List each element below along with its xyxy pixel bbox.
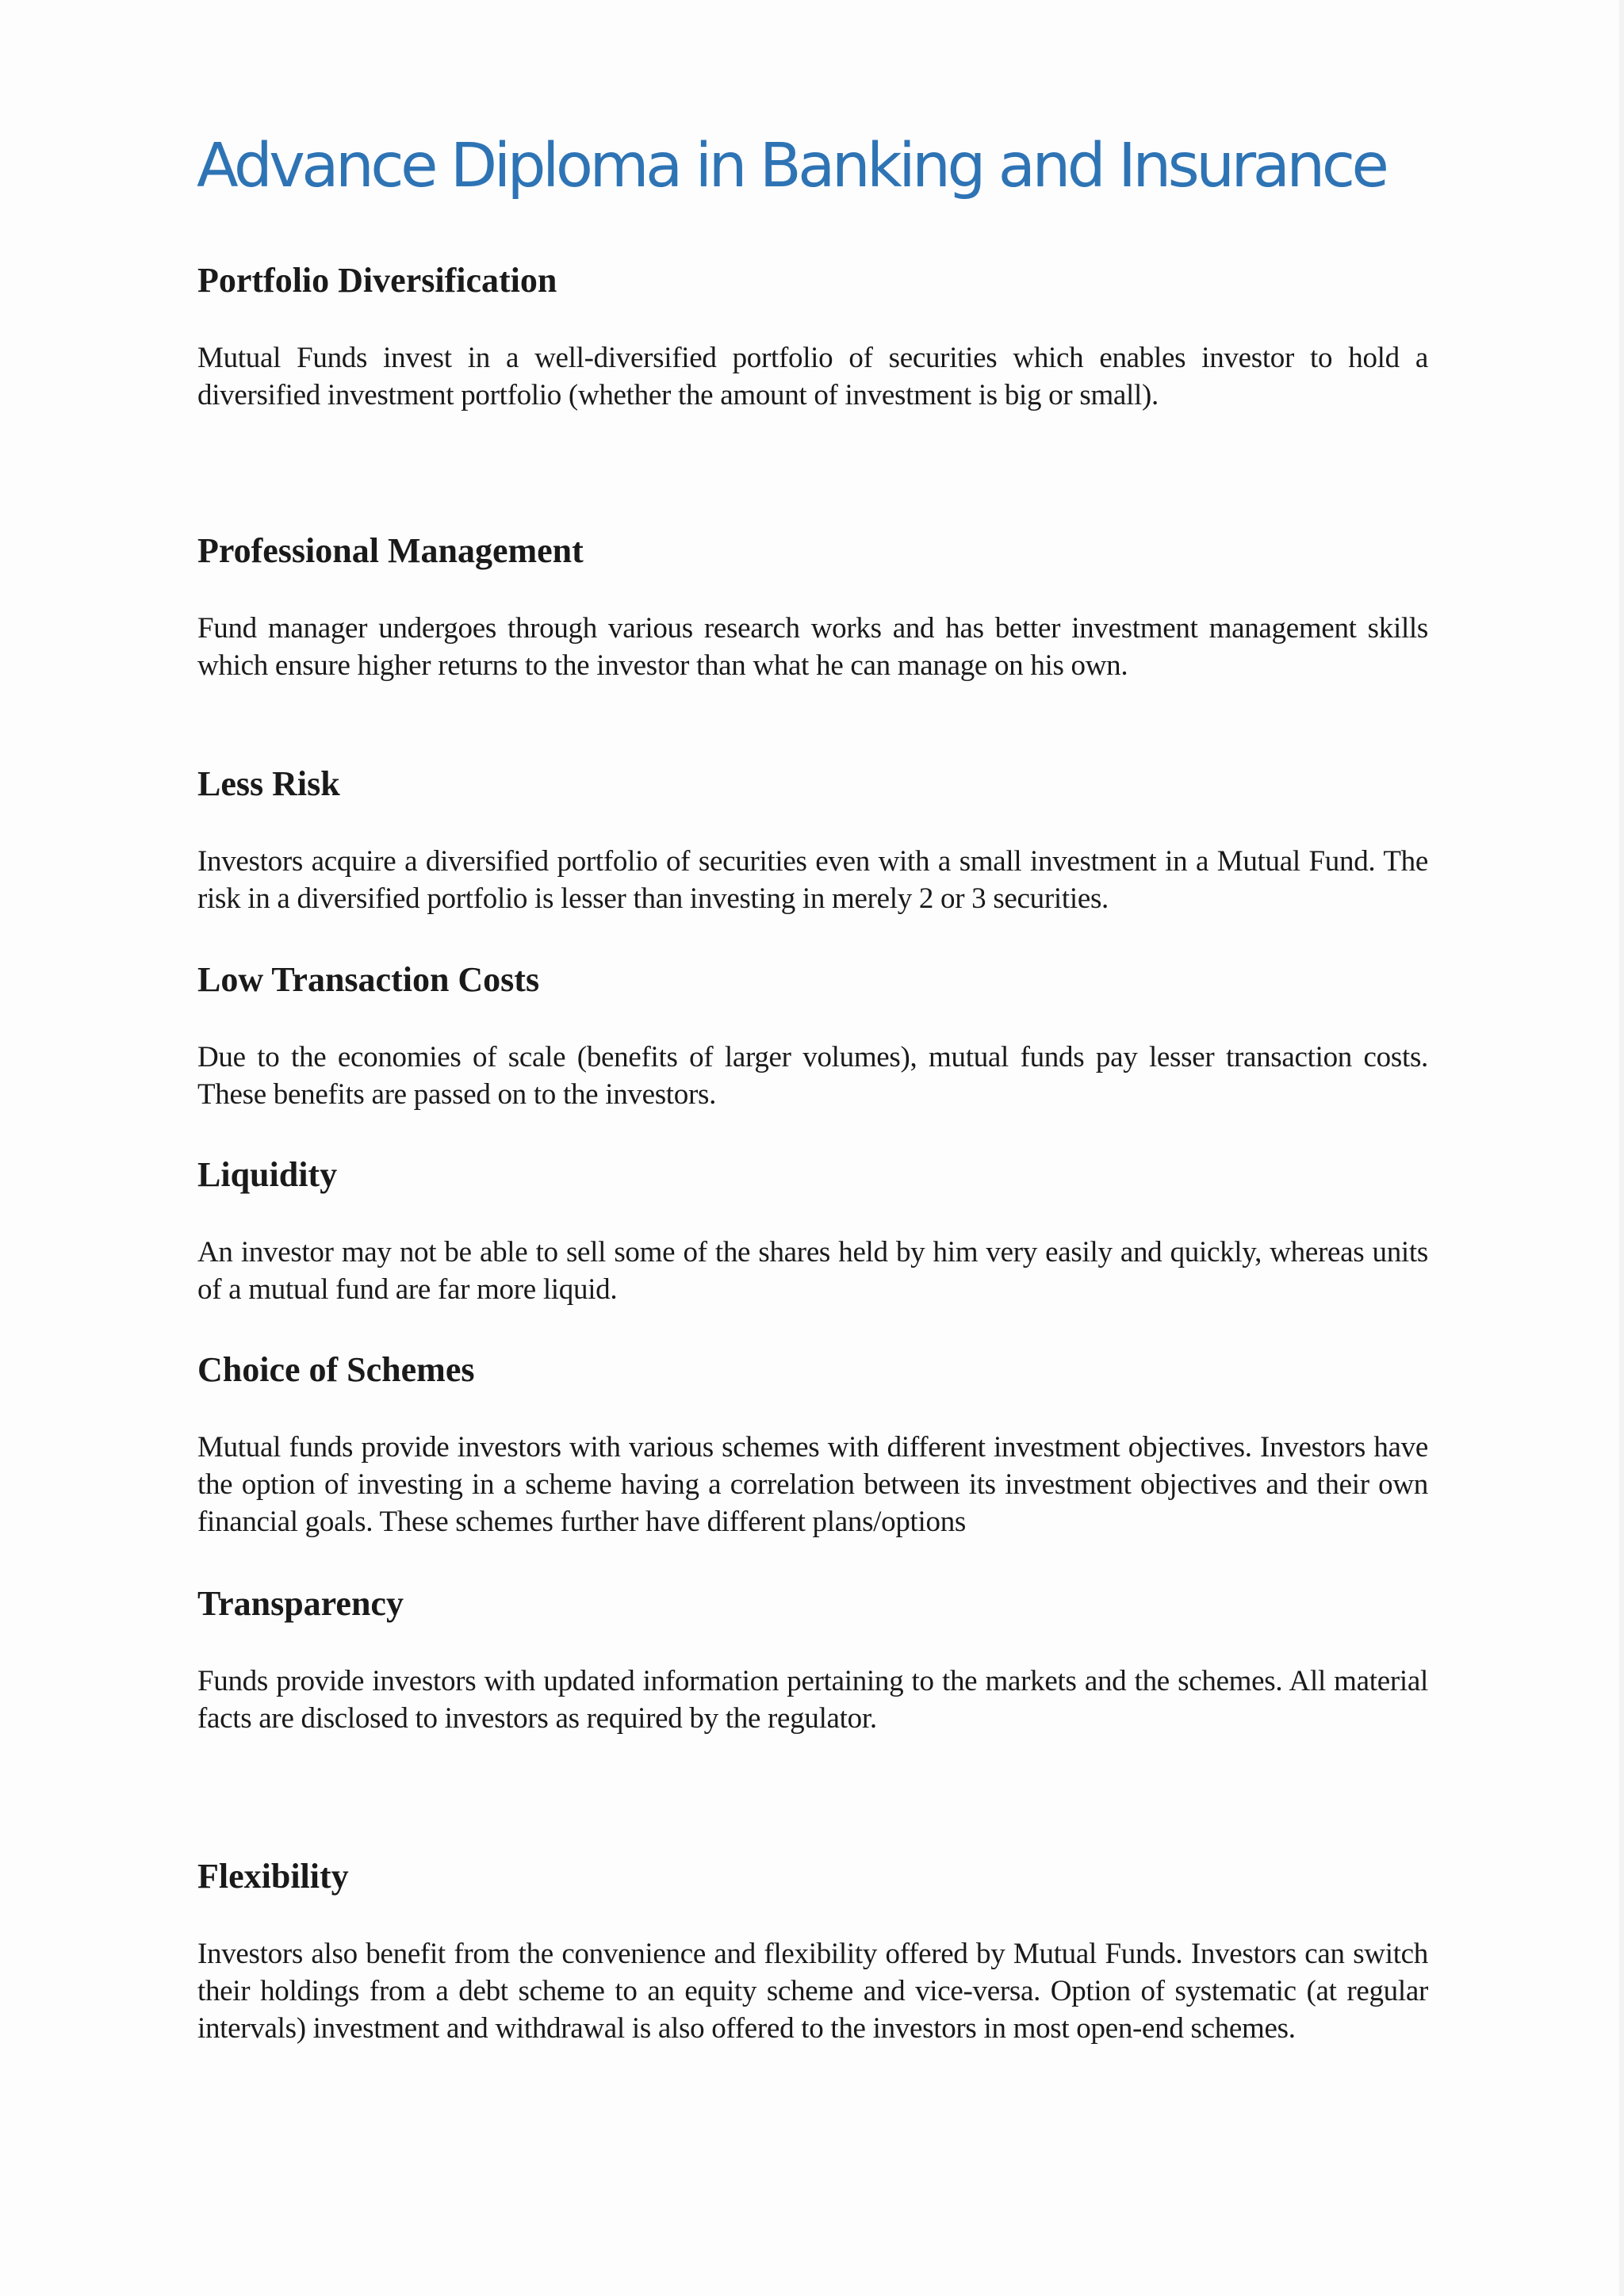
section-body: Due to the economies of scale (benefits of larger volumes), mutual funds pay lesser transaction costs. These benefits are passed on to the investors. xyxy=(197,1041,1428,1111)
section-heading: Portfolio Diversification xyxy=(197,261,557,300)
section-body: Fund manager undergoes through various research works and has better investment management skills which ensure higher returns to the investor than what he can manage on his own. xyxy=(197,612,1428,682)
section-heading: Flexibility xyxy=(197,1857,349,1896)
section-body: Investors also benefit from the convenience and flexibility offered by Mutual Funds. Investors can switch their holdings from a debt scheme to an equity scheme and vice-versa. Option of systematic (at regular intervals) investment and withdrawal is also offered to the investors in most open-end schemes. xyxy=(197,1938,1428,2045)
section-body: An investor may not be able to sell some of the shares held by him very easily and quickly, whereas units of a mutual fund are far more liquid. xyxy=(197,1236,1428,1306)
section-heading: Professional Management xyxy=(197,531,584,570)
section-liquidity xyxy=(197,1154,1428,1308)
section-professional-management xyxy=(197,530,1428,684)
page-edge xyxy=(1619,0,1624,2296)
section-low-transaction-costs xyxy=(197,959,1428,1113)
section-heading: Low Transaction Costs xyxy=(197,960,540,999)
section-heading: Transparency xyxy=(197,1584,404,1623)
section-flexibility xyxy=(197,1856,1428,2047)
section-less-risk xyxy=(197,763,1428,917)
section-transparency xyxy=(197,1583,1428,1737)
section-heading: Choice of Schemes xyxy=(197,1350,475,1389)
section-heading: Liquidity xyxy=(197,1155,338,1194)
page-title: Advance Diploma in Banking and Insurance xyxy=(197,131,1386,201)
section-body: Investors acquire a diversified portfolio of securities even with a small investment in a Mutual Fund. The risk in a diversified portfolio is lesser than investing in merely 2 or 3 securities. xyxy=(197,845,1428,915)
section-choice-of-schemes xyxy=(197,1349,1428,1540)
section-heading: Less Risk xyxy=(197,764,340,803)
section-portfolio-diversification xyxy=(197,260,1428,414)
section-body: Funds provide investors with updated information pertaining to the markets and the schemes. All material facts are disclosed to investors as required by the regulator. xyxy=(197,1665,1428,1735)
section-body: Mutual funds provide investors with various schemes with different investment objectives. Investors have the option of investing in a scheme having a correlation between its investment objectives and their own financial goals. These schemes further have different plans/options xyxy=(197,1431,1428,1538)
section-body: Mutual Funds invest in a well-diversified portfolio of securities which enables investor to hold a diversified investment portfolio (whether the amount of investment is big or small). xyxy=(197,342,1428,411)
